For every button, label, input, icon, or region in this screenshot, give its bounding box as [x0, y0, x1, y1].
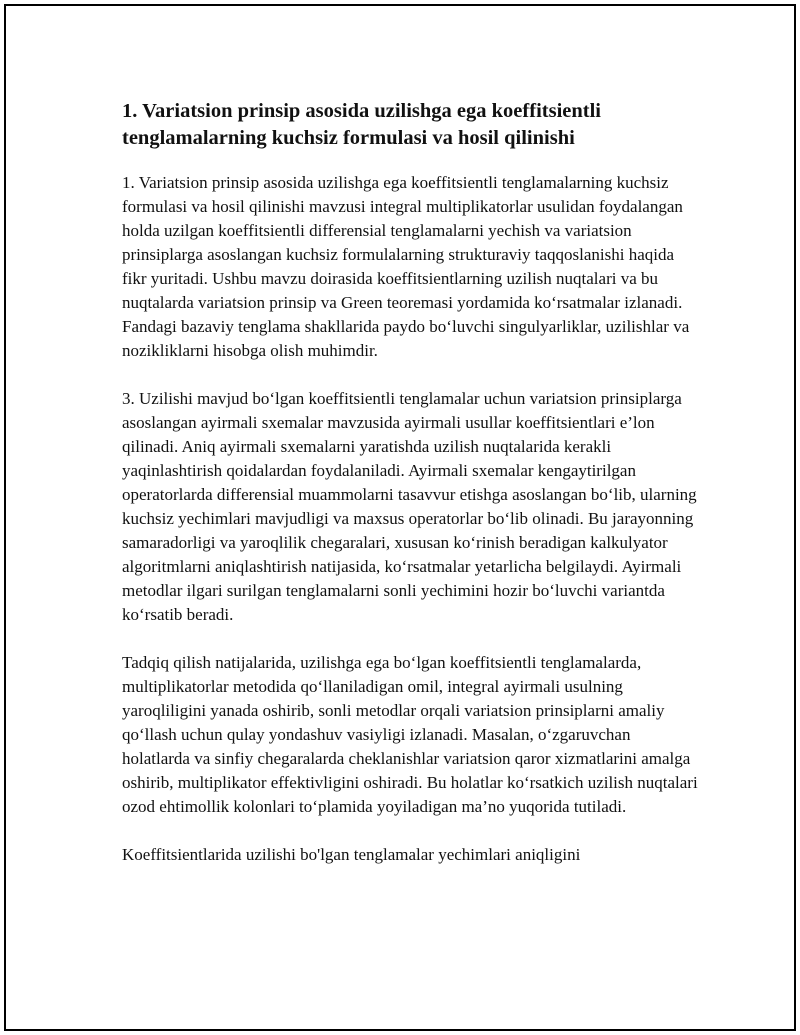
paragraph-intro: 1. Variatsion prinsip asosida uzilishga ega koeffitsientli tenglamalarning kuchsiz formulasi va hosil qilinishi mavzusi integral multiplikatorlar usulidan foydalangan holda uzilgan koeffitsientli differensial tenglamalarni yechish va variatsion prinsiplarga asoslangan kuchsiz formulalarning strukturaviy taqqoslanishi haqida fikr yuritadi. Ushbu mavzu doirasida koeffitsientlarning uzilish nuqtalari va bu nuqtalarda variatsion prinsip va Green teoremasi yordamida ko‘rsatmalar izlanadi. Fandagi bazaviy tenglama shakllarida paydo bo‘luvchi singulyarliklar, uzilishlar va nozikliklarni hisobga olish muhimdir.: [122, 173, 690, 360]
paragraph-accuracy: Koeffitsientlarida uzilishi bo'lgan tenglamalar yechimlari aniqligini: [122, 845, 581, 864]
paragraph-difference-schemes: 3. Uzilishi mavjud bo‘lgan koeffitsientli tenglamalar uchun variatsion prinsiplarga asoslangan ayirmali sxemalar mavzusida ayirmali usullar koeffitsientlari e’lon qilinadi. Aniq ayirmali sxemalarni yaratishda uzilish nuqtalarida kerakli yaqinlashtirish qoidalardan foydalaniladi. Ayirmali sxemalar kengaytirilgan operatorlarda differensial muammolarni tasavvur etishga asoslangan bo‘lib, ularning kuchsiz yechimlari mavjudligi va maxsus operatorlar bo‘lib olinadi. Bu jarayonning samaradorligi va yaroqlilik chegaralari, xususan ko‘rinish beradigan kalkulyator algoritmlarni aniqlashtirish natijasida, ko‘rsatmalar yetarlicha belgilaydi. Ayirmali metodlar ilgari surilgan tenglamalarni sonli yechimini hozir bo‘luvchi variantda ko‘rsatib beradi.: [122, 389, 697, 624]
paragraph-research-results: Tadqiq qilish natijalarida, uzilishga ega bo‘lgan koeffitsientli tenglamalarda, multiplikatorlar metodida qo‘llaniladigan omil, integral ayirmali usulning yaroqliligini yanada oshirib, sonli metodlar orqali variatsion prinsiplarni amaliy qo‘llash uchun qulay yondashuv vasiyligi izlanadi. Masalan, o‘zgaruvchan holatlarda va sinfiy chegaralarda cheklanishlar variatsion qaror xizmatlarini amalga oshirib, multiplikator effektivligini oshiradi. Bu holatlar ko‘rsatkich uzilish nuqtalari ozod ehtimollik kolonlari to‘plamida yoyiladigan ma’no yuqorida tutiladi.: [122, 653, 698, 816]
page-frame: [4, 4, 796, 1031]
section-heading: 1. Variatsion prinsip asosida uzilishga ega koeffitsientli tenglamalarning kuchsiz formulasi va hosil qilinishi: [122, 100, 601, 149]
document-body: [122, 98, 702, 891]
